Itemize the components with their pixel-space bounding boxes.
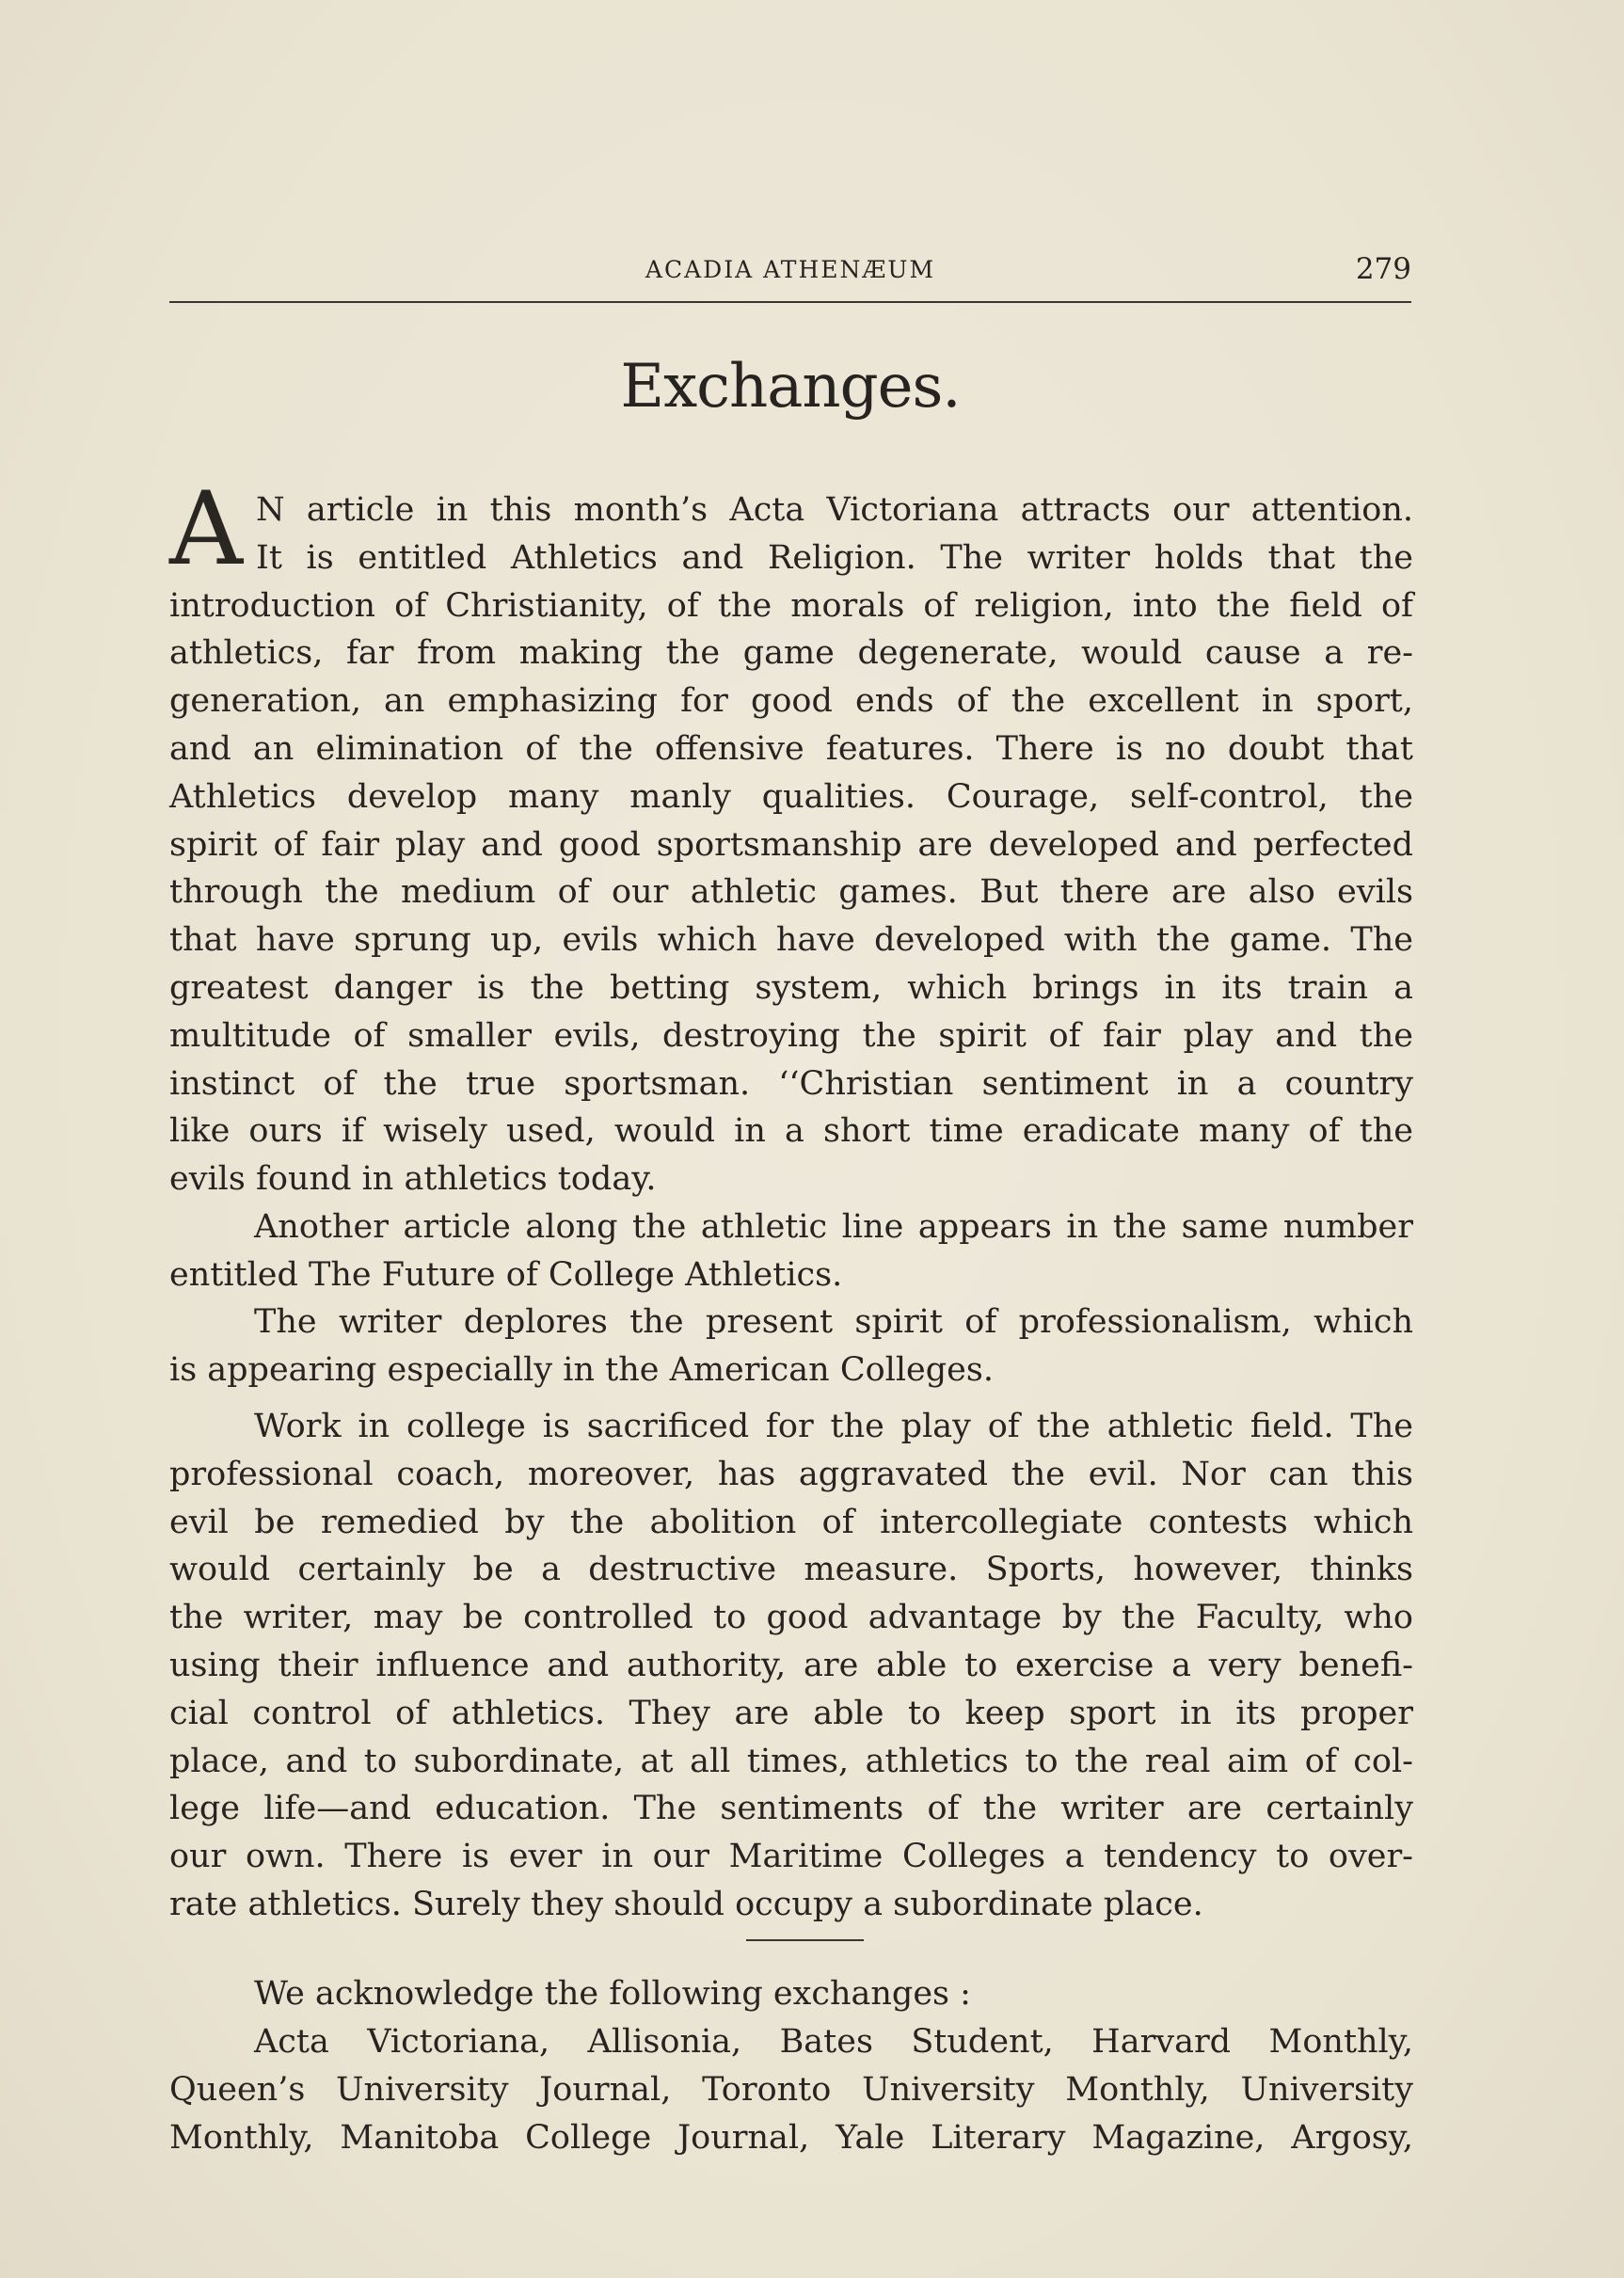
text-line: Athletics develop many manly qualities. Courage, self-control, the	[169, 777, 1413, 816]
section-divider	[746, 1939, 864, 1941]
text-line: introduction of Christianity, of the morals of religion, into the field of	[169, 586, 1413, 625]
text-line: Monthly, Manitoba College Journal, Yale Literary Magazine, Argosy,	[169, 2118, 1413, 2157]
text-line: the writer, may be controlled to good advantage by the Faculty, who	[169, 1599, 1413, 1637]
text-line: that have sprung up, evils which have developed with the game. The	[169, 921, 1413, 960]
section-title: Exchanges.	[620, 352, 961, 422]
text-line: spirit of fair play and good sportsmanship are developed and perfected	[169, 825, 1413, 864]
paragraph-future-of-athletics	[169, 1203, 1413, 1299]
paragraph-professionalism	[169, 1298, 1413, 1394]
running-head	[169, 252, 1411, 299]
text-line: and an elimination of the offensive features. There is no doubt that	[169, 729, 1413, 768]
text-line: The writer deplores the present spirit of professionalism, which	[254, 1303, 1413, 1341]
text-line: greatest danger is the betting system, which brings in its train a	[169, 968, 1413, 1007]
acknowledgement-intro: We acknowledge the following exchanges :	[254, 1975, 971, 2013]
running-head-title: ACADIA ATHENÆUM	[645, 256, 936, 283]
text-line: generation, an emphasizing for good ends of the excellent in sport,	[169, 682, 1413, 721]
exchanges-list	[169, 2018, 1413, 2161]
text-line: evils found in athletics today.	[169, 1160, 657, 1199]
text-line: entitled The Future of College Athletics.	[169, 1255, 843, 1294]
text-line: cial control of athletics. They are able to keep sport in its proper	[169, 1694, 1413, 1732]
text-line: like ours if wisely used, would in a short time eradicate many of the	[169, 1112, 1413, 1151]
text-line: Another article along the athletic line appears in the same number	[254, 1208, 1413, 1246]
text-line: is appearing especially in the American Colleges.	[169, 1350, 994, 1389]
text-line: place, and to subordinate, at all times, athletics to the real aim of col-	[169, 1742, 1413, 1780]
text-line: through the medium of our athletic games. But there are also evils	[169, 873, 1413, 912]
header-rule	[169, 301, 1411, 303]
paragraph-work-in-college	[169, 1403, 1413, 1929]
page-number: 279	[1355, 252, 1411, 286]
text-line: Queen’s University Journal, Toronto University Monthly, University	[169, 2070, 1413, 2109]
paragraph-athletics-and-religion	[169, 470, 1413, 1203]
text-line: professional coach, moreover, has aggravated the evil. Nor can this	[169, 1455, 1413, 1493]
drop-cap: A	[169, 470, 243, 588]
text-line: N article in this month’s Acta Victoriana attracts our attention.	[256, 491, 1413, 529]
text-line: Acta Victoriana, Allisonia, Bates Student, Harvard Monthly,	[254, 2023, 1413, 2061]
text-line: athletics, far from making the game degenerate, would cause a re-	[169, 634, 1413, 673]
text-line: would certainly be a destructive measure. Sports, however, thinks	[169, 1551, 1413, 1589]
text-line: instinct of the true sportsman. ‘‘Christian sentiment in a country	[169, 1064, 1413, 1103]
text-line: Work in college is sacrificed for the play of the athletic field. The	[254, 1408, 1413, 1445]
exchanges-acknowledgement	[169, 1970, 1413, 2018]
text-line: evil be remedied by the abolition of intercollegiate contests which	[169, 1503, 1413, 1541]
text-line: lege life—and education. The sentiments of the writer are certainly	[169, 1790, 1413, 1828]
text-line: our own. There is ever in our Maritime Colleges a tendency to over-	[169, 1838, 1413, 1876]
text-line: using their influence and authority, are able to exercise a very benefi-	[169, 1646, 1413, 1684]
text-line: multitude of smaller evils, destroying the spirit of fair play and the	[169, 1016, 1413, 1055]
text-line: It is entitled Athletics and Religion. The writer holds that the	[256, 538, 1413, 577]
text-line: rate athletics. Surely they should occupy a subordinate place.	[169, 1885, 1203, 1923]
